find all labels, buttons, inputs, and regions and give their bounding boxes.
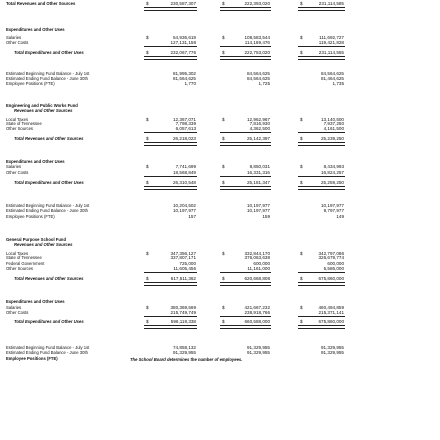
single-underline xyxy=(298,176,345,177)
value-cell: 222,753,020 xyxy=(244,50,270,55)
value-cell: 91,329,955 xyxy=(321,350,344,355)
double-underline xyxy=(298,142,345,146)
value-cell: 5,586,000 xyxy=(323,266,344,271)
value-cell: 675,860,000 xyxy=(318,276,344,281)
currency-sign: $ xyxy=(146,50,149,55)
row-label: Estimated Ending Fund Balance - June 30th xyxy=(6,208,88,213)
double-underline xyxy=(220,7,271,11)
currency-sign: $ xyxy=(300,319,303,324)
currency-sign: $ xyxy=(300,117,303,122)
row-label: Local Taxes xyxy=(6,117,29,122)
row-label: General Purpose School Fund xyxy=(6,237,67,242)
double-underline xyxy=(220,186,271,190)
currency-sign: $ xyxy=(146,164,149,169)
double-underline xyxy=(144,7,197,11)
row-label: Other Sources xyxy=(6,266,33,271)
row-label: Other Costs xyxy=(6,310,29,315)
value-cell: 12,367,071 xyxy=(173,117,196,122)
value-cell: 9,797,977 xyxy=(323,208,344,213)
footnote: The School Board determines the number of employees. xyxy=(130,357,243,362)
double-underline xyxy=(144,142,197,146)
currency-sign: $ xyxy=(222,1,225,6)
row-label: Engineering and Public Works Fund xyxy=(6,103,78,108)
single-underline xyxy=(298,272,345,273)
value-cell: 127,131,158 xyxy=(170,40,196,45)
value-cell: 215,371,141 xyxy=(318,310,344,315)
row-label: Salaries xyxy=(6,305,22,310)
currency-sign: $ xyxy=(222,305,225,310)
row-label: Federal Government xyxy=(6,261,45,266)
currency-sign: $ xyxy=(222,164,225,169)
single-underline xyxy=(220,316,271,317)
value-cell: 4,161,500 xyxy=(323,126,344,131)
currency-sign: $ xyxy=(222,180,225,185)
currency-sign: $ xyxy=(146,1,149,6)
currency-sign: $ xyxy=(222,251,225,256)
value-cell: 326,679,774 xyxy=(318,255,344,260)
value-cell: 10,197,977 xyxy=(247,208,270,213)
single-underline xyxy=(144,46,197,47)
value-cell: 421,667,232 xyxy=(244,305,270,310)
value-cell: 232,067,776 xyxy=(170,50,196,55)
value-cell: 347,356,127 xyxy=(170,251,196,256)
value-cell: 25,239,250 xyxy=(321,136,344,141)
double-underline xyxy=(220,56,271,60)
row-label: State of Tennessee xyxy=(6,255,42,260)
value-cell: 91,329,955 xyxy=(321,345,344,350)
value-cell: 231,114,555 xyxy=(318,50,344,55)
value-cell: 25,259,250 xyxy=(321,180,344,185)
single-underline xyxy=(220,132,271,133)
double-underline xyxy=(298,186,345,190)
value-cell: 231,114,585 xyxy=(318,1,344,6)
value-cell: 119,421,828 xyxy=(318,40,344,45)
single-underline xyxy=(220,272,271,273)
value-cell: 222,393,020 xyxy=(244,1,270,6)
value-cell: 74,858,132 xyxy=(173,345,196,350)
row-label: Estimated Ending Fund Balance - June 30th xyxy=(6,350,88,355)
currency-sign: $ xyxy=(146,251,149,256)
currency-sign: $ xyxy=(146,117,149,122)
row-label: Revenues and Other Sources xyxy=(14,108,73,113)
value-cell: 230,587,307 xyxy=(170,1,196,6)
value-cell: 460,494,859 xyxy=(318,305,344,310)
value-cell: 18,568,849 xyxy=(173,170,196,175)
value-cell: 342,797,086 xyxy=(318,251,344,256)
currency-sign: $ xyxy=(222,50,225,55)
row-label: Estimated Beginning Fund Balance - July 1st xyxy=(6,203,90,208)
currency-sign: $ xyxy=(146,35,149,40)
value-cell: 10,197,977 xyxy=(247,203,270,208)
single-underline xyxy=(220,176,271,177)
value-cell: 91,329,955 xyxy=(173,350,196,355)
double-underline xyxy=(298,325,345,329)
currency-sign: $ xyxy=(300,50,303,55)
single-underline xyxy=(144,316,197,317)
row-label: Revenues and Other Sources xyxy=(14,242,73,247)
row-label: Total Expenditures and Other Uses xyxy=(14,319,84,324)
double-underline xyxy=(298,56,345,60)
value-cell: 660,588,000 xyxy=(244,319,270,324)
currency-sign: $ xyxy=(146,180,149,185)
row-label: Employee Positions (FTE) xyxy=(6,81,55,86)
value-cell: 617,511,362 xyxy=(170,276,196,281)
row-label: Other Sources xyxy=(6,126,33,131)
double-underline xyxy=(144,186,197,190)
value-cell: 12,962,967 xyxy=(247,117,270,122)
value-cell: 7,741,699 xyxy=(175,164,196,169)
currency-sign: $ xyxy=(300,1,303,6)
value-cell: 600,000 xyxy=(327,261,344,266)
row-label: Salaries xyxy=(6,35,22,40)
value-cell: 376,063,638 xyxy=(244,255,270,260)
row-label: Total Revenues and Other Sources xyxy=(14,136,84,141)
value-cell: 1,735 xyxy=(332,81,344,86)
value-cell: 114,169,476 xyxy=(244,40,270,45)
single-underline xyxy=(220,46,271,47)
value-cell: 111,692,727 xyxy=(319,35,344,40)
double-underline xyxy=(220,282,271,286)
single-underline xyxy=(298,132,345,133)
currency-sign: $ xyxy=(146,305,149,310)
value-cell: 10,204,502 xyxy=(173,203,196,208)
value-cell: 8,434,993 xyxy=(323,164,344,169)
double-underline xyxy=(298,282,345,286)
value-cell: 215,749,749 xyxy=(170,310,196,315)
value-cell: 54,936,619 xyxy=(173,35,196,40)
value-cell: 725,000 xyxy=(179,261,196,266)
single-underline xyxy=(298,316,345,317)
value-cell: 7,816,930 xyxy=(249,121,270,126)
currency-sign: $ xyxy=(146,136,149,141)
value-cell: 25,181,347 xyxy=(247,180,270,185)
row-label: Expenditures and Other Uses xyxy=(6,299,65,304)
row-label: Local Taxes xyxy=(6,251,29,256)
row-label: Other Costs xyxy=(6,170,29,175)
value-cell: 157 xyxy=(188,214,196,219)
value-cell: 1,770 xyxy=(184,81,196,86)
value-cell: 84,564,625 xyxy=(247,76,270,81)
value-cell: 16,824,257 xyxy=(321,170,344,175)
row-label: State of Tennessee xyxy=(6,121,42,126)
currency-sign: $ xyxy=(222,117,225,122)
value-cell: 675,860,000 xyxy=(318,319,344,324)
row-label: Estimated Ending Fund Balance - June 30th xyxy=(6,76,88,81)
double-underline xyxy=(220,142,271,146)
currency-sign: $ xyxy=(300,276,303,281)
currency-sign: $ xyxy=(300,164,303,169)
currency-sign: $ xyxy=(300,35,303,40)
currency-sign: $ xyxy=(146,319,149,324)
value-cell: 26,310,548 xyxy=(173,180,196,185)
row-label: Estimated Beginning Fund Balance - July 1st xyxy=(6,345,90,350)
double-underline xyxy=(144,282,197,286)
currency-sign: $ xyxy=(222,136,225,141)
row-label: Total Revenues and Other Sources xyxy=(6,1,76,6)
value-cell: 10,197,977 xyxy=(321,203,344,208)
currency-sign: $ xyxy=(222,319,225,324)
value-cell: 81,995,302 xyxy=(173,71,196,76)
currency-sign: $ xyxy=(300,180,303,185)
double-underline xyxy=(220,325,271,329)
double-underline xyxy=(298,7,345,11)
row-label: Expenditures and Other Uses xyxy=(6,27,65,32)
value-cell: 7,937,250 xyxy=(323,121,344,126)
currency-sign: $ xyxy=(300,251,303,256)
value-cell: 16,331,316 xyxy=(247,170,270,175)
single-underline xyxy=(144,272,197,273)
value-cell: 84,564,625 xyxy=(247,71,270,76)
value-cell: 81,464,625 xyxy=(321,76,344,81)
value-cell: 8,850,031 xyxy=(249,164,270,169)
currency-sign: $ xyxy=(222,276,225,281)
value-cell: 620,668,808 xyxy=(244,276,270,281)
single-underline xyxy=(144,132,197,133)
double-underline xyxy=(144,56,197,60)
row-label: Total Expenditures and Other Uses xyxy=(14,50,84,55)
value-cell: 84,564,625 xyxy=(321,71,344,76)
value-cell: 596,118,338 xyxy=(170,319,196,324)
value-cell: 238,918,766 xyxy=(244,310,270,315)
value-cell: 10,197,977 xyxy=(173,208,196,213)
value-cell: 91,329,955 xyxy=(247,345,270,350)
value-cell: 4,362,500 xyxy=(249,126,270,131)
row-label: Salaries xyxy=(6,164,22,169)
value-cell: 11,605,456 xyxy=(173,266,196,271)
value-cell: 159 xyxy=(262,214,270,219)
row-label: Expenditures and Other Uses xyxy=(6,159,65,164)
row-label: Estimated Beginning Fund Balance - July 1st xyxy=(6,71,90,76)
single-underline xyxy=(298,46,345,47)
row-label: Employee Positions (FTE) xyxy=(6,356,58,361)
single-underline xyxy=(144,176,197,177)
value-cell: 81,564,625 xyxy=(173,76,196,81)
currency-sign: $ xyxy=(300,136,303,141)
row-label: Total Revenues and Other Sources xyxy=(14,276,84,281)
currency-sign: $ xyxy=(146,276,149,281)
value-cell: 1,725 xyxy=(258,81,270,86)
currency-sign: $ xyxy=(222,35,225,40)
value-cell: 337,807,171 xyxy=(170,255,196,260)
value-cell: 149 xyxy=(336,214,344,219)
value-cell: 91,329,955 xyxy=(247,350,270,355)
value-cell: 25,142,397 xyxy=(247,136,270,141)
value-cell: 380,369,569 xyxy=(170,305,196,310)
value-cell: 26,218,023 xyxy=(173,136,196,141)
double-underline xyxy=(144,325,197,329)
row-label: Other Costs xyxy=(6,40,29,45)
value-cell: 332,844,170 xyxy=(244,251,270,256)
value-cell: 11,161,000 xyxy=(247,266,270,271)
value-cell: 6,057,613 xyxy=(175,126,196,131)
value-cell: 108,583,544 xyxy=(244,35,270,40)
value-cell: 13,140,500 xyxy=(321,117,344,122)
row-label: Employee Positions (FTE) xyxy=(6,214,55,219)
value-cell: 600,000 xyxy=(253,261,270,266)
value-cell: 7,798,339 xyxy=(175,121,196,126)
row-label: Total Expenditures and Other Uses xyxy=(14,180,84,185)
currency-sign: $ xyxy=(300,305,303,310)
